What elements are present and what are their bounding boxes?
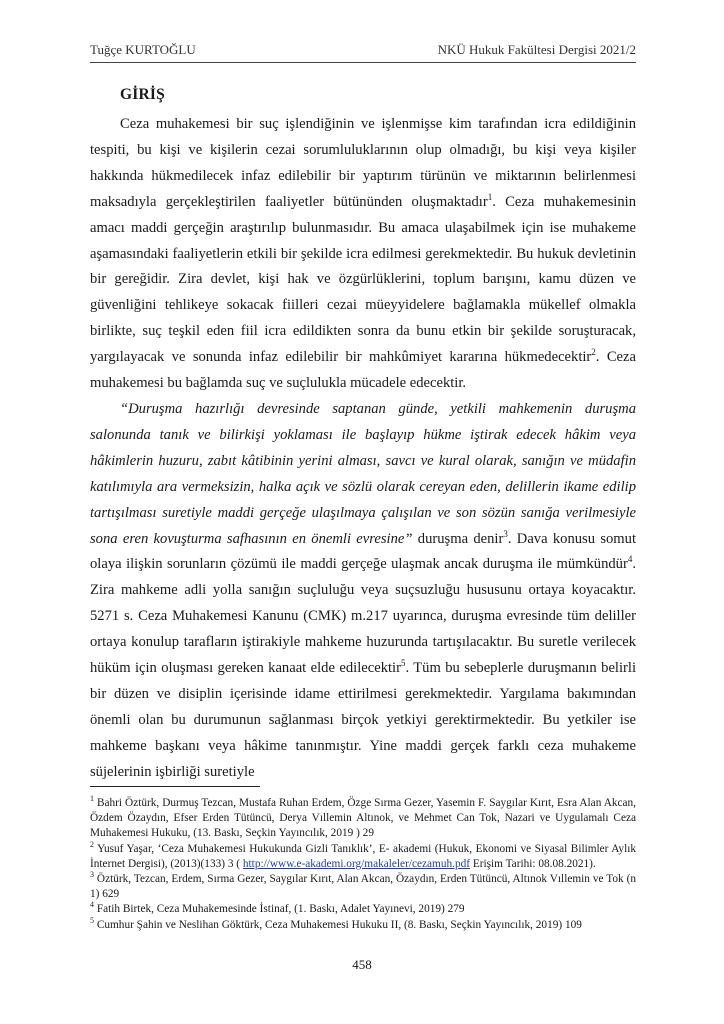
p2-sentence-1: duruşma denir [412, 530, 504, 547]
footnote-2 [90, 839, 636, 872]
footnote-ref-5[interactable]: 5 [400, 658, 406, 669]
footnote-ref-1[interactable]: 1 [487, 191, 493, 202]
paragraph-2 [90, 397, 636, 786]
footnote-number: 3 [90, 870, 94, 880]
footnote-text: Yusuf Yaşar, ‘Ceza Muhakemesi Hukukunda Gizli Tanıklık’, E- akademi (Hukuk, Ekonomi ve Siyasal Bilimler Aylık İnternet Dergisi), (2013)(133) 3 ( [90, 842, 636, 870]
footnote-text: Öztürk, Tezcan, Erdem, Sırma Gezer, Saygılar Kırıt, Alan Akcan, Özaydın, Erden Tütüncü, Altınok Vıllemin ve Tok (n 1) 629 [90, 873, 636, 901]
p1-sentence-1: Ceza muhakemesi bir suç işlendiğinin ve işlenmişse kim tarafından icra edildiğinin tespiti, bu kişi ve kişilerin cezai sorumluluklarının olup olmadığı, bu kişi veya kişiler hakkında hükmedilecek infaz edilebilir bir yaptırım türünün ve miktarının belirlenmesi maksadıyla gerçekleştirilen faaliyetler bütününden oluşmaktadır [90, 116, 636, 210]
footnote-text: Bahri Öztürk, Durmuş Tezcan, Mustafa Ruhan Erdem, Özge Sırma Gezer, Yasemin F. Saygılar Kırıt, Esra Alan Akcan, Özdem Özaydın, Efser Erden Tütüncü, Derya Vıllemin Altınok, ve Mehmet Can Tok, Nazari ve Uygulamalı Ceza Muhakemesi Hukuku, (13. Baskı, Seçkin Yayıncılık, 2019 ) 29 [90, 797, 636, 840]
footnote-text: Cumhur Şahin ve Neslihan Göktürk, Ceza Muhakemesi Hukuku II, (8. Baskı, Seçkin Yayıncılık, 2019) 109 [94, 918, 582, 931]
header-author: Tuğçe KURTOĞLU [90, 42, 196, 57]
footnote-5 [90, 915, 636, 933]
footnote-divider [90, 786, 260, 787]
footnote-number: 1 [90, 794, 94, 804]
p1-sentence-2: . Ceza muhakemesinin amacı maddi gerçeğin araştırılıp bulunmasıdır. Bu amaca ulaşabilmek için ise muhakeme aşamasındaki faaliyetlerin etkili bir şekilde icra edilmesi gerekmektedir. Bu hukuk devletinin bir gereğidir. Zira devlet, kişi hak ve özgürlüklerini, toplum barışını, kamu düzen ve güvenliğini tehlikeye sokacak fiilleri cezai müeyyidelere bağlamakla mükellef olmakla birlikte, suç teşkil eden fiil icra edildikten sonra da bunu etkin bir şekilde soruşturacak, yargılayacak ve sonunda infaz edilebilir bir mahkûmiyet kararına hükmedecektir [90, 193, 636, 366]
p1-sentence-3: . Ceza muhakemesi bu bağlamda suç ve suçlulukla mücadele edecektir. [90, 349, 636, 392]
footnote-1 [90, 796, 636, 842]
header-journal: NKÜ Hukuk Fakültesi Dergisi 2021/2 [437, 42, 636, 57]
footnotes [90, 796, 636, 933]
footnote-text: Fatih Birtek, Ceza Muhakemesinde İstinaf, (1. Baskı, Adalet Yayınevi, 2019) 279 [94, 903, 465, 916]
footnote-ref-4[interactable]: 4 [627, 554, 633, 565]
footnote-4 [90, 902, 636, 917]
footnote-ref-2[interactable]: 2 [591, 347, 596, 358]
header-divider [90, 62, 636, 63]
footnote-number: 5 [90, 915, 94, 925]
footnote-number: 4 [90, 900, 94, 910]
p2-sentence-2: . Dava konusu somut olaya ilişkin sorunların çözümü ile maddi gerçeğe ulaşmak ancak duruşma ile mümkündür [90, 530, 637, 573]
section-title: GİRİŞ [120, 86, 165, 103]
running-header [90, 42, 636, 58]
p2-sentence-4: . Tüm bu sebeplerle duruşmanın belirli bir düzen ve disiplin içerisinde idame ettirilmesi gerekmektedir. Yargılama bakımından önemli olan bu durumunun sağlanması birçok yetkiyi gerektirmektedir. Bu yetkiler ise mahkeme başkanı veya hâkime tanınmıştır. Yine maddi gerçek farklı ceza muhakeme süjelerinin işbirliği suretiyle [90, 660, 636, 780]
p2-sentence-3: . Zira mahkeme adli yolla sanığın suçluluğu veya suçsuzluğu hususunu ortaya koyacaktır. 5271 s. Ceza Muhakemesi Kanunu (CMK) m.217 uyarınca, duruşma evresinde tüm deliller ortaya konulup tarafların iştirakiyle mahkeme huzurunda tartışılacaktır. Bu suretle verilecek hüküm için oluşması gereken kanaat elde edilecektir [90, 556, 636, 677]
quoted-definition: “Duruşma hazırlığı devresinde saptanan günde, yetkili mahkemenin duruşma salonunda tanık ve bilirkişi yoklaması ile başlayıp hükme iştirak edecek hâkim veya hâkimlerin huzuru, zabıt kâtibinin yerini alması, savcı ve kural olarak, sanığın ve müdafin katılımıyla ara vermeksizin, halka açık ve sözlü olarak cereyan eden, delillerin ikame edilip tartışılması suretiyle maddi gerçeğe ulaşılmaya çalışılan ve son sözün sanığa verilmesiyle sona eren kovuşturma safhasının en önemli evresine” [90, 400, 636, 547]
paragraph-1 [90, 112, 636, 397]
footnote-ref-3[interactable]: 3 [503, 528, 508, 539]
footnote-3 [90, 872, 636, 902]
footnote-number: 2 [90, 839, 94, 849]
footnote-link[interactable]: http://www.e-akademi.org/makaleler/cezamuh.pdf [242, 857, 470, 870]
footnote-text-after: Erişim Tarihi: 08.08.2021). [470, 857, 596, 870]
body-text [90, 112, 636, 786]
page-number: 458 [352, 957, 372, 972]
